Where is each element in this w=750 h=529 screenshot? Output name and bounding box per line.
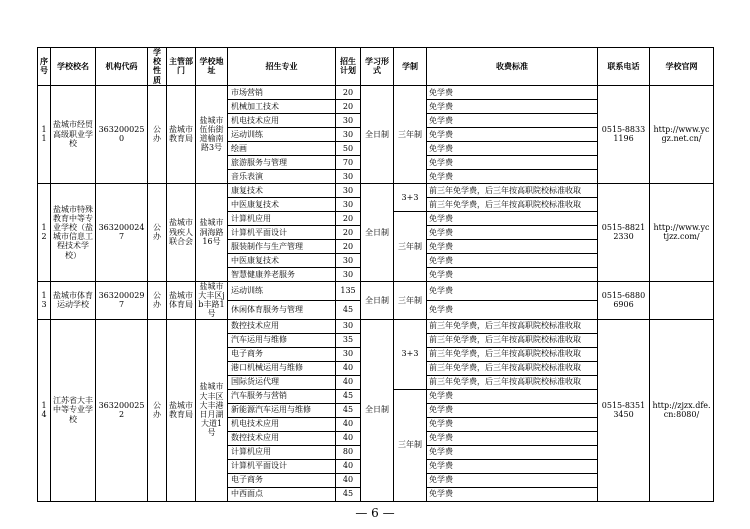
fee-standard: 免学费 <box>427 211 598 225</box>
org-code: 3632000252 <box>96 319 148 501</box>
fee-standard: 免学费 <box>427 459 598 473</box>
enroll-plan: 35 <box>336 333 361 347</box>
enroll-plan: 50 <box>336 141 361 155</box>
major-name: 数控技术应用 <box>228 319 336 333</box>
fee-standard: 前三年免学费，后三年按高职院校标准收取 <box>427 333 598 347</box>
fee-standard: 免学费 <box>427 225 598 239</box>
major-name: 休闲体育服务与管理 <box>228 300 336 319</box>
school-name: 盐城市经贸高级职业学校 <box>51 85 96 183</box>
fee-standard: 前三年免学费，后三年按高职院校标准收取 <box>427 183 598 197</box>
study-form: 全日制 <box>361 319 394 501</box>
fee-standard: 前三年免学费，后三年按高职院校标准收取 <box>427 347 598 361</box>
enroll-plan: 40 <box>336 361 361 375</box>
major-name: 智慧健康养老服务 <box>228 267 336 281</box>
org-code: 3632000247 <box>96 183 148 281</box>
enroll-plan: 20 <box>336 239 361 253</box>
header-phone: 联系电话 <box>598 48 650 86</box>
major-name: 机电技术应用 <box>228 417 336 431</box>
school-website <box>650 281 714 319</box>
header-plan: 招生计划 <box>336 48 361 86</box>
school-term: 3+3 <box>394 183 427 211</box>
enroll-plan: 20 <box>336 85 361 99</box>
major-name: 汽车服务与营销 <box>228 389 336 403</box>
school-dept: 盐城市残疾人联合会 <box>167 183 196 281</box>
major-name: 电子商务 <box>228 473 336 487</box>
major-name: 市场营销 <box>228 85 336 99</box>
header-no: 序号 <box>38 48 51 86</box>
enroll-plan: 20 <box>336 211 361 225</box>
fee-standard: 免学费 <box>427 431 598 445</box>
school-nature: 公办 <box>148 319 167 501</box>
major-name: 港口机械运用与维修 <box>228 361 336 375</box>
major-name: 服装制作与生产管理 <box>228 239 336 253</box>
enroll-plan: 30 <box>336 127 361 141</box>
fee-standard: 免学费 <box>427 300 598 319</box>
table-row <box>38 183 714 197</box>
school-dept: 盐城市教育局 <box>167 85 196 183</box>
fee-standard: 免学费 <box>427 389 598 403</box>
fee-standard: 免学费 <box>427 281 598 300</box>
major-name: 旅游服务与管理 <box>228 155 336 169</box>
school-term: 三年制 <box>394 389 427 501</box>
enroll-plan: 30 <box>336 197 361 211</box>
table-row <box>38 85 714 99</box>
enroll-plan: 40 <box>336 473 361 487</box>
header-fee: 收费标准 <box>427 48 598 86</box>
header-website: 学校官网 <box>650 48 714 86</box>
school-nature: 公办 <box>148 85 167 183</box>
major-name: 中医康复技术 <box>228 253 336 267</box>
header-term: 学制 <box>394 48 427 86</box>
school-address: 盐城市洞海路16号 <box>196 183 228 281</box>
enroll-plan: 80 <box>336 445 361 459</box>
school-term: 三年制 <box>394 211 427 281</box>
school-name: 盐城市特殊教育中等专业学校（盐城市信息工程技术学校） <box>51 183 96 281</box>
fee-standard: 免学费 <box>427 239 598 253</box>
fee-standard: 免学费 <box>427 253 598 267</box>
table-row <box>38 319 714 333</box>
fee-standard: 免学费 <box>427 267 598 281</box>
enroll-plan: 135 <box>336 281 361 300</box>
enroll-plan: 20 <box>336 99 361 113</box>
enroll-plan: 30 <box>336 319 361 333</box>
enrollment-table <box>37 47 714 502</box>
fee-standard: 前三年免学费，后三年按高职院校标准收取 <box>427 361 598 375</box>
major-name: 电子商务 <box>228 347 336 361</box>
enroll-plan: 40 <box>336 431 361 445</box>
school-no: 14 <box>38 319 51 501</box>
major-name: 国际货运代理 <box>228 375 336 389</box>
fee-standard: 前三年免学费，后三年按高职院校标准收取 <box>427 319 598 333</box>
major-name: 中西面点 <box>228 487 336 501</box>
enroll-plan: 40 <box>336 459 361 473</box>
school-no: 11 <box>38 85 51 183</box>
school-address: 盐城市伍佑街道榆南路3号 <box>196 85 228 183</box>
enroll-plan: 70 <box>336 155 361 169</box>
contact-phone: 0515-68806906 <box>598 281 650 319</box>
fee-standard: 免学费 <box>427 417 598 431</box>
school-website: http://www.yctjzz.com/ <box>650 183 714 281</box>
school-nature: 公办 <box>148 183 167 281</box>
enroll-plan: 45 <box>336 487 361 501</box>
fee-standard: 免学费 <box>427 155 598 169</box>
fee-standard: 免学费 <box>427 473 598 487</box>
fee-standard: 免学费 <box>427 445 598 459</box>
fee-standard: 前三年免学费，后三年按高职院校标准收取 <box>427 375 598 389</box>
major-name: 数控技术应用 <box>228 431 336 445</box>
enroll-plan: 30 <box>336 253 361 267</box>
enroll-plan: 45 <box>336 403 361 417</box>
table-row <box>38 281 714 300</box>
header-nature: 学校性质 <box>148 48 167 86</box>
enroll-plan: 45 <box>336 389 361 403</box>
school-no: 12 <box>38 183 51 281</box>
school-website: http://www.ycgz.net.cn/ <box>650 85 714 183</box>
school-website: http://zjzx.dfe.cn:8080/ <box>650 319 714 501</box>
org-code: 3632000297 <box>96 281 148 319</box>
major-name: 机械加工技术 <box>228 99 336 113</box>
study-form: 全日制 <box>361 281 394 319</box>
major-name: 计算机应用 <box>228 445 336 459</box>
header-org-code: 机构代码 <box>96 48 148 86</box>
fee-standard: 免学费 <box>427 127 598 141</box>
school-no: 13 <box>38 281 51 319</box>
major-name: 康复技术 <box>228 183 336 197</box>
major-name: 机电技术应用 <box>228 113 336 127</box>
major-name: 音乐表演 <box>228 169 336 183</box>
fee-standard: 免学费 <box>427 113 598 127</box>
page-number: — 6 — <box>355 506 395 520</box>
fee-standard: 前三年免学费，后三年按高职院校标准收取 <box>427 197 598 211</box>
major-name: 计算机平面设计 <box>228 225 336 239</box>
header-form: 学习形式 <box>361 48 394 86</box>
school-nature: 公办 <box>148 281 167 319</box>
header-row <box>38 48 714 86</box>
fee-standard: 免学费 <box>427 85 598 99</box>
major-name: 绘画 <box>228 141 336 155</box>
header-major: 招生专业 <box>228 48 336 86</box>
contact-phone: 0515-88212330 <box>598 183 650 281</box>
school-term: 三年制 <box>394 281 427 319</box>
enroll-plan: 30 <box>336 347 361 361</box>
enroll-plan: 30 <box>336 169 361 183</box>
major-name: 汽车运用与维修 <box>228 333 336 347</box>
contact-phone: 0515-83513450 <box>598 319 650 501</box>
table-body <box>38 85 714 501</box>
major-name: 新能源汽车运用与维修 <box>228 403 336 417</box>
fee-standard: 免学费 <box>427 487 598 501</box>
enroll-plan: 30 <box>336 183 361 197</box>
enroll-plan: 40 <box>336 417 361 431</box>
major-name: 运动训练 <box>228 127 336 141</box>
study-form: 全日制 <box>361 183 394 281</box>
school-term: 3+3 <box>394 319 427 389</box>
enroll-plan: 30 <box>336 267 361 281</box>
school-name: 盐城市体育运动学校 <box>51 281 96 319</box>
fee-standard: 免学费 <box>427 169 598 183</box>
school-address: 盐城市大丰区大丰港日月湖大道1号 <box>196 319 228 501</box>
fee-standard: 免学费 <box>427 99 598 113</box>
enroll-plan: 20 <box>336 225 361 239</box>
major-name: 运动训练 <box>228 281 336 300</box>
fee-standard: 免学费 <box>427 141 598 155</box>
major-name: 计算机应用 <box>228 211 336 225</box>
school-address: 盐城市大丰区jb丰路1号 <box>196 281 228 319</box>
enroll-plan: 45 <box>336 300 361 319</box>
study-form: 全日制 <box>361 85 394 183</box>
fee-standard: 免学费 <box>427 403 598 417</box>
header-dept: 主管部门 <box>167 48 196 86</box>
contact-phone: 0515-88331196 <box>598 85 650 183</box>
school-term: 三年制 <box>394 85 427 183</box>
school-name: 江苏省大丰中等专业学校 <box>51 319 96 501</box>
enroll-plan: 40 <box>336 375 361 389</box>
school-dept: 盐城市教育局 <box>167 319 196 501</box>
enroll-plan: 30 <box>336 113 361 127</box>
major-name: 计算机平面设计 <box>228 459 336 473</box>
major-name: 中医康复技术 <box>228 197 336 211</box>
school-dept: 盐城市体育局 <box>167 281 196 319</box>
header-address: 学校地址 <box>196 48 228 86</box>
header-school-name: 学校校名 <box>51 48 96 86</box>
org-code: 3632000250 <box>96 85 148 183</box>
